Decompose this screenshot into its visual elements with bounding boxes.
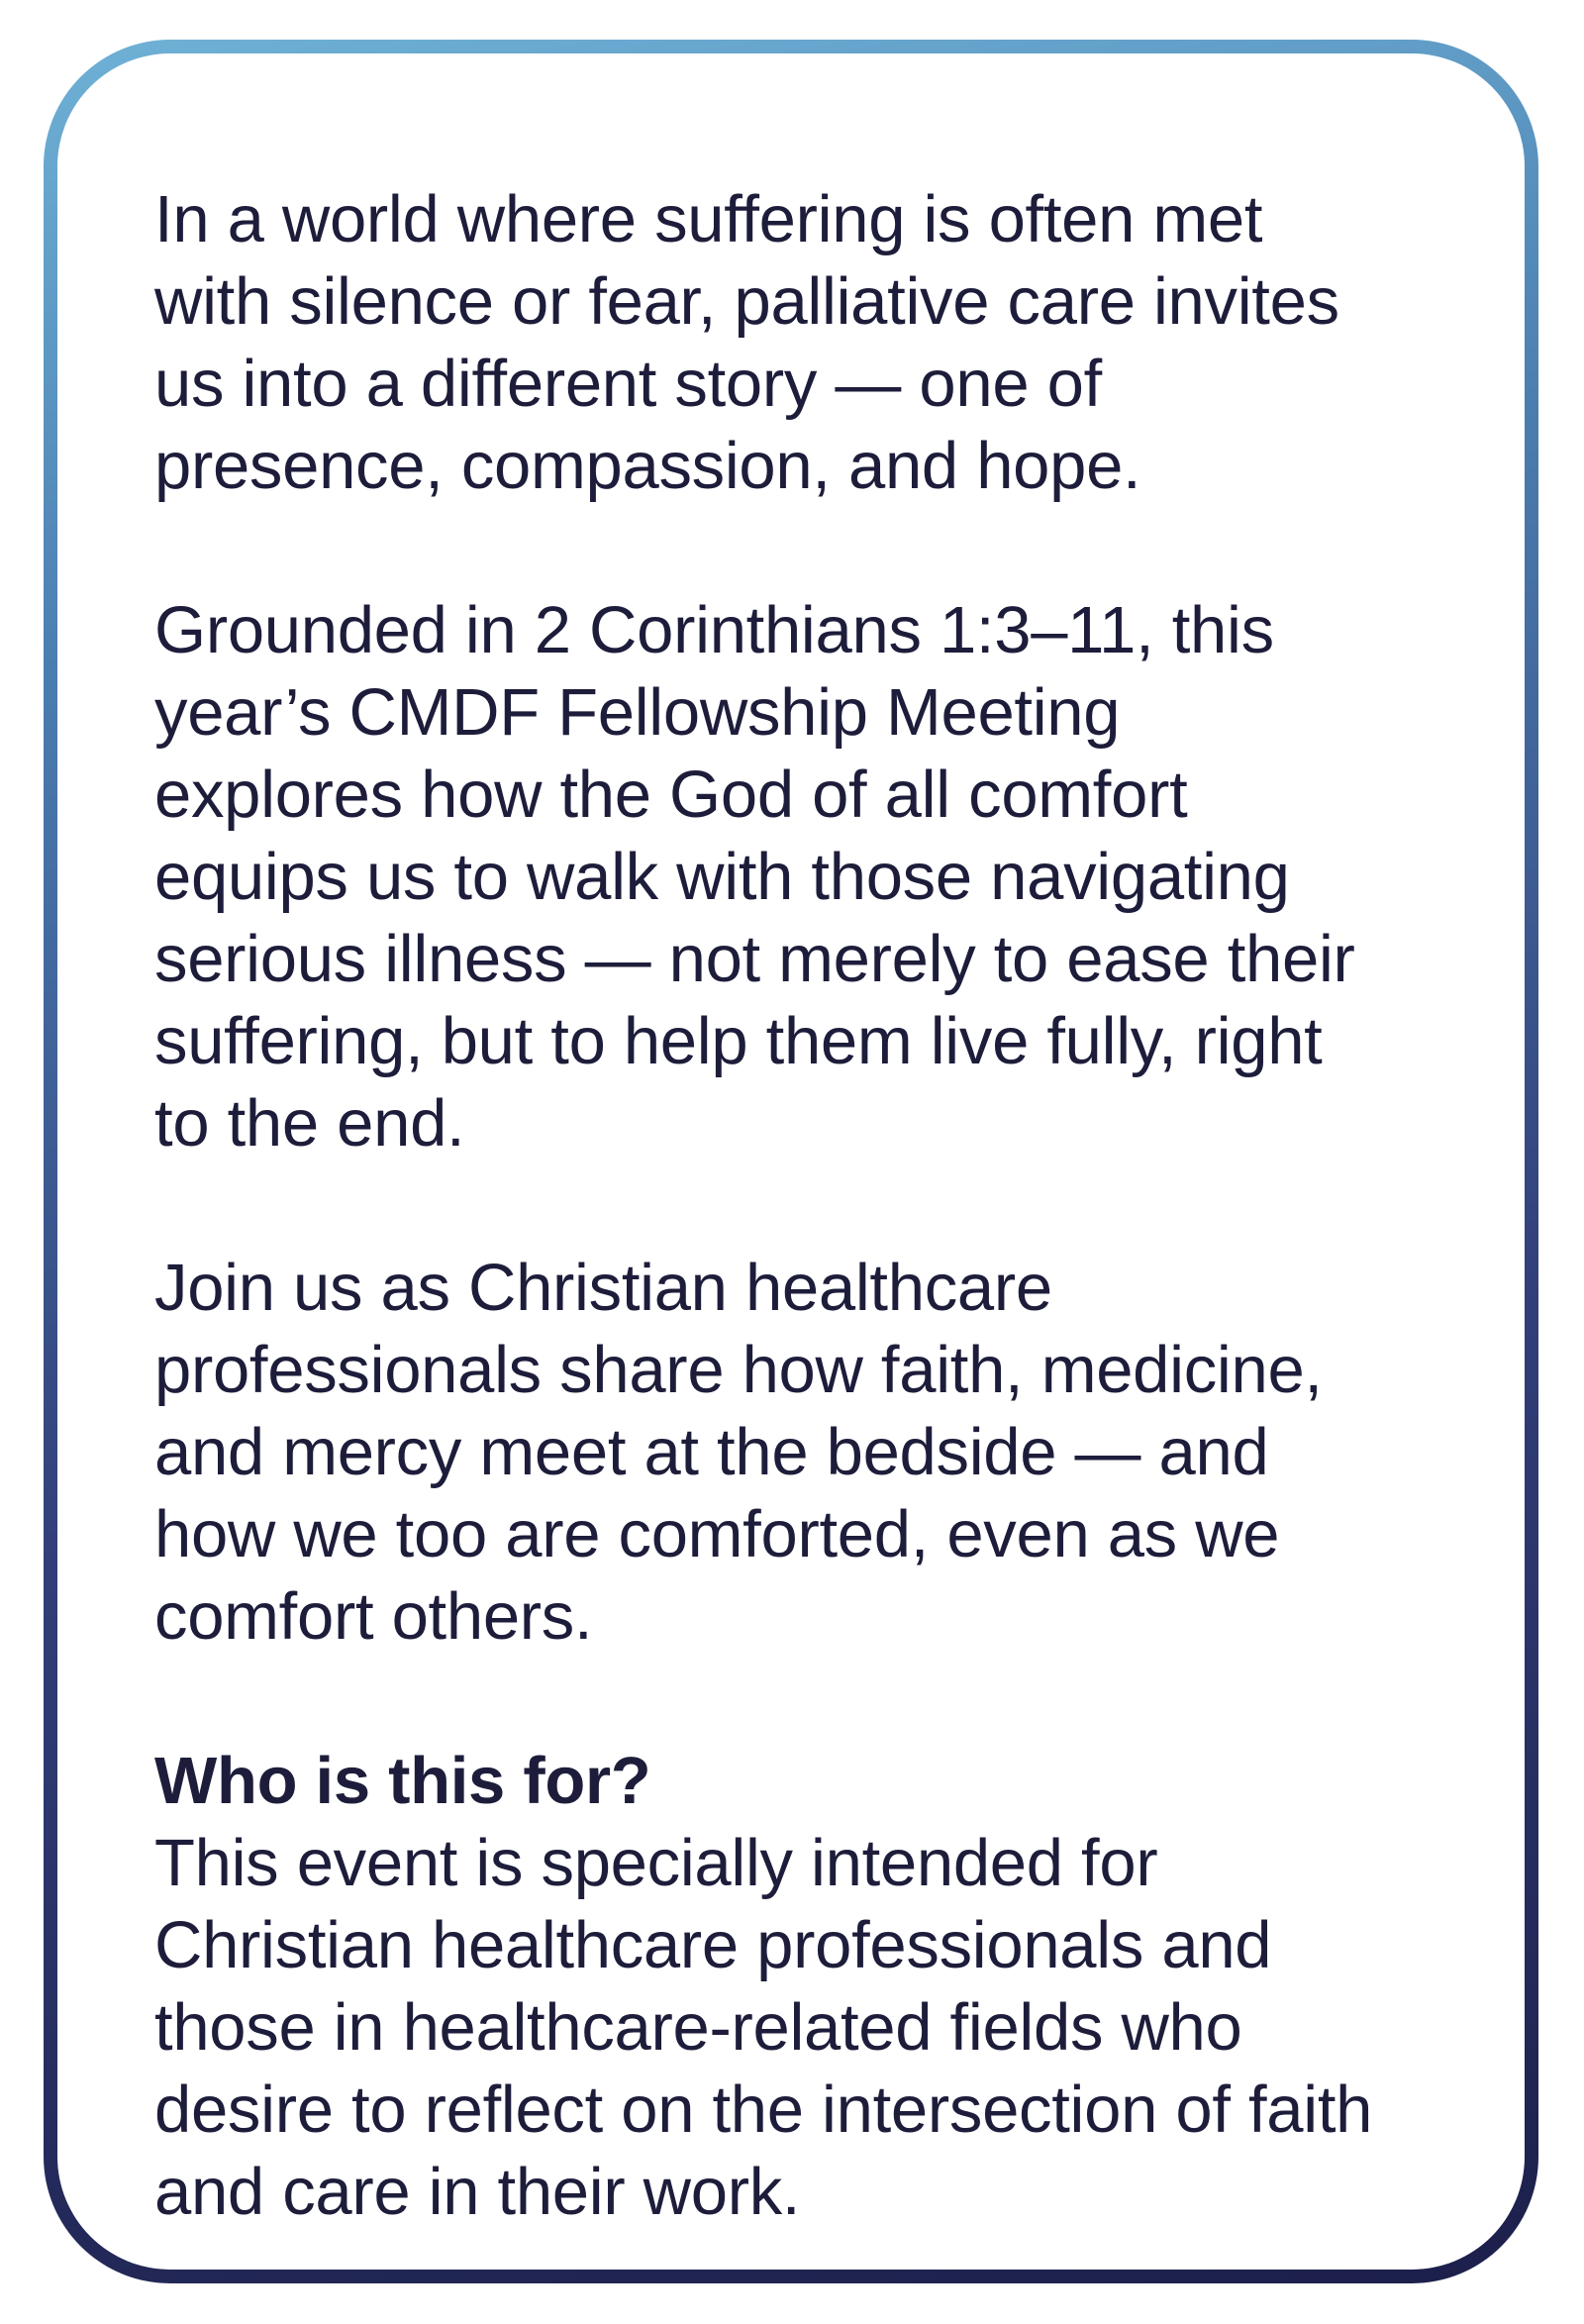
text-line: In a world where suffering is often met xyxy=(154,182,1263,256)
text-line: those in healthcare-related fields who xyxy=(154,1990,1242,2065)
text-line: year’s CMDF Fellowship Meeting xyxy=(154,675,1121,750)
info-card-border xyxy=(44,40,1538,2283)
text-line: Grounded in 2 Corinthians 1:3–11, this xyxy=(154,593,1274,667)
text-line: professionals share how faith, medicine, xyxy=(154,1333,1323,1407)
text-line: comfort others. xyxy=(154,1579,593,1654)
invitation-paragraph xyxy=(154,1247,1465,1658)
text-line: equips us to walk with those navigating xyxy=(154,840,1290,914)
who-heading: Who is this for? xyxy=(154,1744,651,1818)
text-line: presence, compassion, and hope. xyxy=(154,429,1141,503)
text-line: to the end. xyxy=(154,1086,465,1161)
text-line: desire to reflect on the intersection of faith xyxy=(154,2072,1373,2147)
text-line: suffering, but to help them live fully, right xyxy=(154,1004,1323,1078)
text-line: This event is specially intended for xyxy=(154,1826,1158,1900)
text-line: how we too are comforted, even as we xyxy=(154,1497,1280,1571)
audience-paragraph xyxy=(154,1822,1465,2233)
text-line: and care in their work. xyxy=(154,2155,801,2229)
scripture-paragraph xyxy=(154,589,1465,1164)
text-line: us into a different story — one of xyxy=(154,347,1102,421)
text-line: explores how the God of all comfort xyxy=(154,758,1188,832)
intro-paragraph xyxy=(154,178,1465,507)
text-line: and mercy meet at the bedside — and xyxy=(154,1415,1269,1489)
info-card xyxy=(57,53,1525,2270)
text-line: with silence or fear, palliative care invites xyxy=(154,264,1339,339)
text-line: Christian healthcare professionals and xyxy=(154,1908,1272,1982)
text-line: serious illness — not merely to ease their xyxy=(154,922,1355,996)
text-line: Join us as Christian healthcare xyxy=(154,1251,1052,1325)
